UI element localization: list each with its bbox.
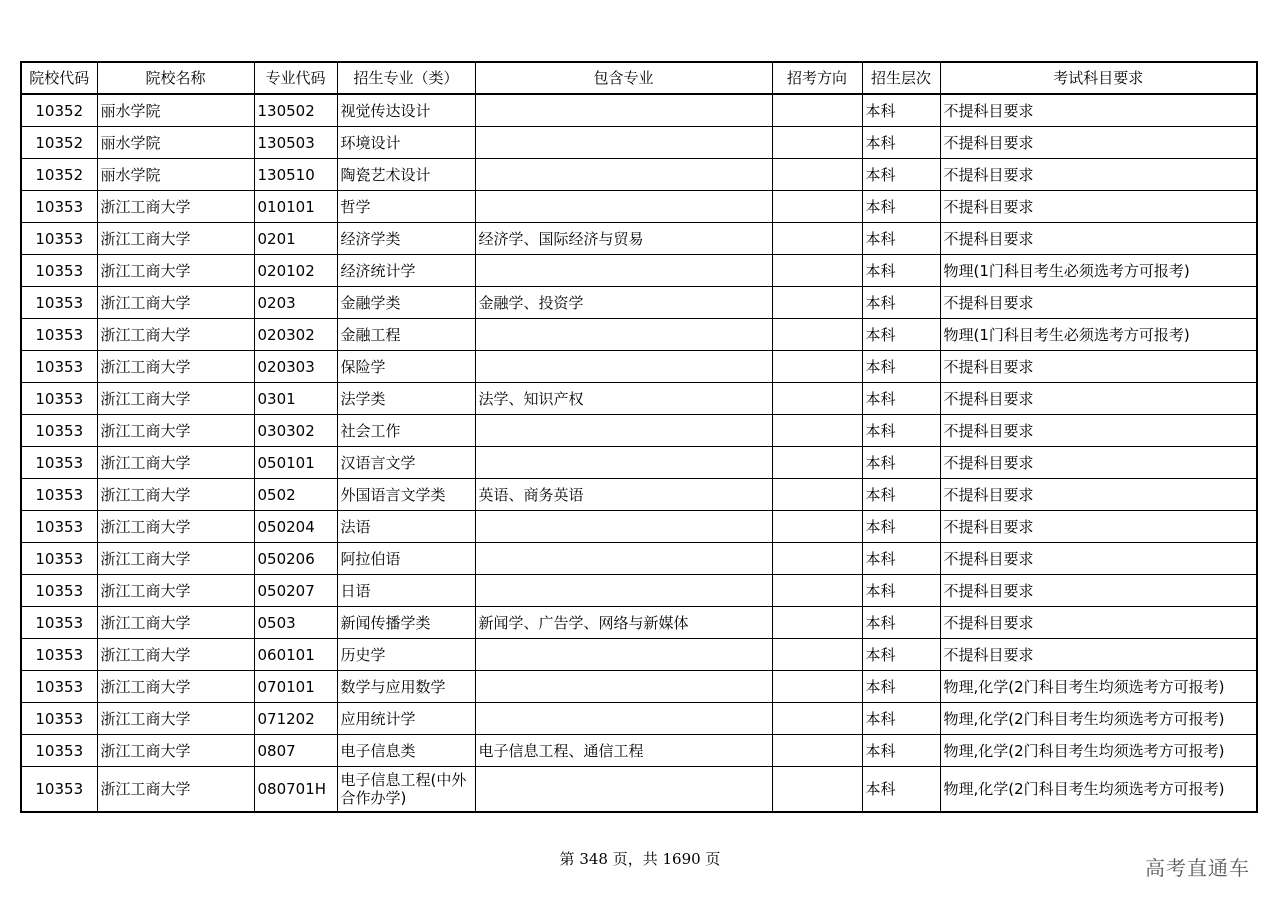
table-row [21,767,1257,813]
major-name-cell: 汉语言文学 [337,447,475,479]
included-majors-cell [475,191,772,223]
header-row [21,62,1257,94]
major-name-cell: 历史学 [337,639,475,671]
subject-requirement-cell: 不提科目要求 [940,287,1257,319]
school-code-cell: 10353 [21,447,97,479]
table-row [21,415,1257,447]
table-row [21,351,1257,383]
major-code-cell: 020302 [254,319,337,351]
subject-requirement-cell: 不提科目要求 [940,94,1257,127]
subject-requirement-cell: 不提科目要求 [940,351,1257,383]
school-name-cell: 浙江工商大学 [97,511,254,543]
major-name-cell: 电子信息类 [337,735,475,767]
subject-requirement-cell: 不提科目要求 [940,511,1257,543]
direction-cell [772,127,862,159]
school-name-cell: 浙江工商大学 [97,479,254,511]
subject-requirement-cell: 不提科目要求 [940,447,1257,479]
watermark-text: 高考直通车 [1145,856,1250,880]
subject-requirement-cell: 不提科目要求 [940,639,1257,671]
level-cell: 本科 [862,703,940,735]
school-name-cell: 浙江工商大学 [97,703,254,735]
major-code-cell: 0502 [254,479,337,511]
school-code-cell: 10353 [21,703,97,735]
included-majors-header: 包含专业 [475,62,772,94]
school-code-cell: 10353 [21,735,97,767]
school-code-cell: 10353 [21,639,97,671]
subject-requirement-cell: 不提科目要求 [940,223,1257,255]
major-name-cell: 环境设计 [337,127,475,159]
subject-requirement-cell: 物理(1门科目考生必须选考方可报考) [940,255,1257,287]
school-code-cell: 10353 [21,607,97,639]
major-code-cell: 070101 [254,671,337,703]
direction-cell [772,191,862,223]
table-row [21,511,1257,543]
included-majors-cell [475,543,772,575]
major-code-cell: 010101 [254,191,337,223]
major-name-cell: 哲学 [337,191,475,223]
subject-requirement-cell: 物理,化学(2门科目考生均须选考方可报考) [940,735,1257,767]
direction-cell [772,639,862,671]
table-row [21,543,1257,575]
direction-cell [772,511,862,543]
table-row [21,319,1257,351]
school-name-cell: 浙江工商大学 [97,575,254,607]
direction-cell [772,351,862,383]
school-name-cell: 浙江工商大学 [97,255,254,287]
direction-cell [772,735,862,767]
major-code-header: 专业代码 [254,62,337,94]
major-name-cell: 保险学 [337,351,475,383]
school-name-cell: 丽水学院 [97,94,254,127]
school-code-cell: 10352 [21,94,97,127]
table-row [21,383,1257,415]
direction-cell [772,447,862,479]
subject-requirement-cell: 不提科目要求 [940,575,1257,607]
included-majors-cell [475,447,772,479]
level-cell: 本科 [862,127,940,159]
school-code-cell: 10353 [21,479,97,511]
major-code-cell: 130503 [254,127,337,159]
major-name-cell: 陶瓷艺术设计 [337,159,475,191]
school-code-cell: 10353 [21,351,97,383]
level-cell: 本科 [862,415,940,447]
subject-requirement-cell: 不提科目要求 [940,191,1257,223]
table-row [21,575,1257,607]
major-name-cell: 经济学类 [337,223,475,255]
included-majors-cell [475,671,772,703]
direction-cell [772,415,862,447]
direction-cell [772,287,862,319]
included-majors-cell: 经济学、国际经济与贸易 [475,223,772,255]
major-code-cell: 071202 [254,703,337,735]
direction-cell [772,543,862,575]
level-cell: 本科 [862,479,940,511]
level-cell: 本科 [862,575,940,607]
school-name-cell: 浙江工商大学 [97,447,254,479]
table-row [21,639,1257,671]
table-body [21,94,1257,812]
level-cell: 本科 [862,255,940,287]
subject-requirement-cell: 不提科目要求 [940,607,1257,639]
included-majors-cell [475,415,772,447]
level-cell: 本科 [862,735,940,767]
table-row [21,607,1257,639]
direction-cell [772,671,862,703]
direction-cell [772,479,862,511]
school-name-cell: 浙江工商大学 [97,671,254,703]
subject-requirement-cell: 不提科目要求 [940,543,1257,575]
school-name-cell: 浙江工商大学 [97,319,254,351]
included-majors-cell [475,767,772,813]
major-code-cell: 0201 [254,223,337,255]
included-majors-cell [475,511,772,543]
major-name-cell: 外国语言文学类 [337,479,475,511]
page-number: 第 348 页，共 1690 页 [559,850,721,868]
subject-requirement-cell: 不提科目要求 [940,159,1257,191]
included-majors-cell [475,351,772,383]
major-code-cell: 130502 [254,94,337,127]
table-row [21,671,1257,703]
major-code-cell: 050206 [254,543,337,575]
table-row [21,447,1257,479]
school-name-cell: 浙江工商大学 [97,639,254,671]
included-majors-cell [475,159,772,191]
level-cell: 本科 [862,94,940,127]
major-code-cell: 020303 [254,351,337,383]
major-code-cell: 080701H [254,767,337,813]
major-name-cell: 视觉传达设计 [337,94,475,127]
school-name-cell: 浙江工商大学 [97,415,254,447]
direction-cell [772,767,862,813]
level-cell: 本科 [862,287,940,319]
included-majors-cell [475,127,772,159]
level-cell: 本科 [862,351,940,383]
school-code-cell: 10353 [21,575,97,607]
major-code-cell: 0503 [254,607,337,639]
direction-cell [772,383,862,415]
subject-requirement-cell: 不提科目要求 [940,415,1257,447]
level-cell: 本科 [862,767,940,813]
subject-requirement-cell: 不提科目要求 [940,479,1257,511]
table-row [21,127,1257,159]
direction-cell [772,94,862,127]
major-code-cell: 130510 [254,159,337,191]
major-header: 招生专业（类） [337,62,475,94]
major-code-cell: 0203 [254,287,337,319]
included-majors-cell: 法学、知识产权 [475,383,772,415]
school-name-cell: 浙江工商大学 [97,191,254,223]
school-name-cell: 浙江工商大学 [97,735,254,767]
direction-cell [772,607,862,639]
school-code-cell: 10353 [21,191,97,223]
school-code-cell: 10353 [21,223,97,255]
school-name-cell: 浙江工商大学 [97,287,254,319]
school-code-cell: 10353 [21,255,97,287]
major-name-cell: 金融工程 [337,319,475,351]
included-majors-cell: 新闻学、广告学、网络与新媒体 [475,607,772,639]
table-row [21,703,1257,735]
level-header: 招生层次 [862,62,940,94]
major-name-cell: 数学与应用数学 [337,671,475,703]
major-name-cell: 法语 [337,511,475,543]
table-row [21,94,1257,127]
school-name-header: 院校名称 [97,62,254,94]
level-cell: 本科 [862,639,940,671]
level-cell: 本科 [862,447,940,479]
subject-requirement-cell: 物理,化学(2门科目考生均须选考方可报考) [940,671,1257,703]
table-row [21,255,1257,287]
major-code-cell: 050207 [254,575,337,607]
table-row [21,191,1257,223]
major-code-cell: 030302 [254,415,337,447]
school-code-cell: 10352 [21,159,97,191]
included-majors-cell [475,319,772,351]
table-header [21,62,1257,94]
subject-requirement-cell: 不提科目要求 [940,127,1257,159]
subject-requirement-cell: 不提科目要求 [940,383,1257,415]
major-code-cell: 050204 [254,511,337,543]
level-cell: 本科 [862,671,940,703]
school-code-cell: 10353 [21,671,97,703]
school-name-cell: 浙江工商大学 [97,223,254,255]
school-code-cell: 10353 [21,415,97,447]
direction-cell [772,319,862,351]
major-name-cell: 日语 [337,575,475,607]
included-majors-cell: 电子信息工程、通信工程 [475,735,772,767]
major-code-cell: 0301 [254,383,337,415]
admissions-table [20,61,1258,813]
direction-cell [772,255,862,287]
included-majors-cell [475,575,772,607]
level-cell: 本科 [862,511,940,543]
major-name-cell: 应用统计学 [337,703,475,735]
school-code-cell: 10353 [21,767,97,813]
major-name-cell: 阿拉伯语 [337,543,475,575]
level-cell: 本科 [862,159,940,191]
major-name-cell: 金融学类 [337,287,475,319]
level-cell: 本科 [862,223,940,255]
major-name-cell: 电子信息工程(中外合作办学) [337,767,475,813]
subject-requirement-cell: 物理(1门科目考生必须选考方可报考) [940,319,1257,351]
school-name-cell: 浙江工商大学 [97,383,254,415]
school-code-cell: 10353 [21,543,97,575]
major-code-cell: 020102 [254,255,337,287]
major-code-cell: 060101 [254,639,337,671]
table-row [21,735,1257,767]
school-code-cell: 10353 [21,383,97,415]
table-row [21,479,1257,511]
included-majors-cell: 英语、商务英语 [475,479,772,511]
major-code-cell: 0807 [254,735,337,767]
included-majors-cell: 金融学、投资学 [475,287,772,319]
included-majors-cell [475,94,772,127]
major-name-cell: 法学类 [337,383,475,415]
school-name-cell: 浙江工商大学 [97,767,254,813]
level-cell: 本科 [862,543,940,575]
major-code-cell: 050101 [254,447,337,479]
school-name-cell: 丽水学院 [97,127,254,159]
school-code-header: 院校代码 [21,62,97,94]
table-row [21,287,1257,319]
school-code-cell: 10353 [21,319,97,351]
included-majors-cell [475,255,772,287]
level-cell: 本科 [862,383,940,415]
table-row [21,223,1257,255]
included-majors-cell [475,639,772,671]
table-row [21,159,1257,191]
direction-header: 招考方向 [772,62,862,94]
school-code-cell: 10353 [21,511,97,543]
direction-cell [772,575,862,607]
school-name-cell: 浙江工商大学 [97,607,254,639]
direction-cell [772,159,862,191]
direction-cell [772,703,862,735]
included-majors-cell [475,703,772,735]
level-cell: 本科 [862,319,940,351]
subject-requirement-header: 考试科目要求 [940,62,1257,94]
school-code-cell: 10352 [21,127,97,159]
level-cell: 本科 [862,191,940,223]
school-code-cell: 10353 [21,287,97,319]
school-name-cell: 浙江工商大学 [97,543,254,575]
level-cell: 本科 [862,607,940,639]
subject-requirement-cell: 物理,化学(2门科目考生均须选考方可报考) [940,767,1257,813]
direction-cell [772,223,862,255]
major-name-cell: 新闻传播学类 [337,607,475,639]
school-name-cell: 浙江工商大学 [97,351,254,383]
major-name-cell: 经济统计学 [337,255,475,287]
school-name-cell: 丽水学院 [97,159,254,191]
subject-requirement-cell: 物理,化学(2门科目考生均须选考方可报考) [940,703,1257,735]
major-name-cell: 社会工作 [337,415,475,447]
